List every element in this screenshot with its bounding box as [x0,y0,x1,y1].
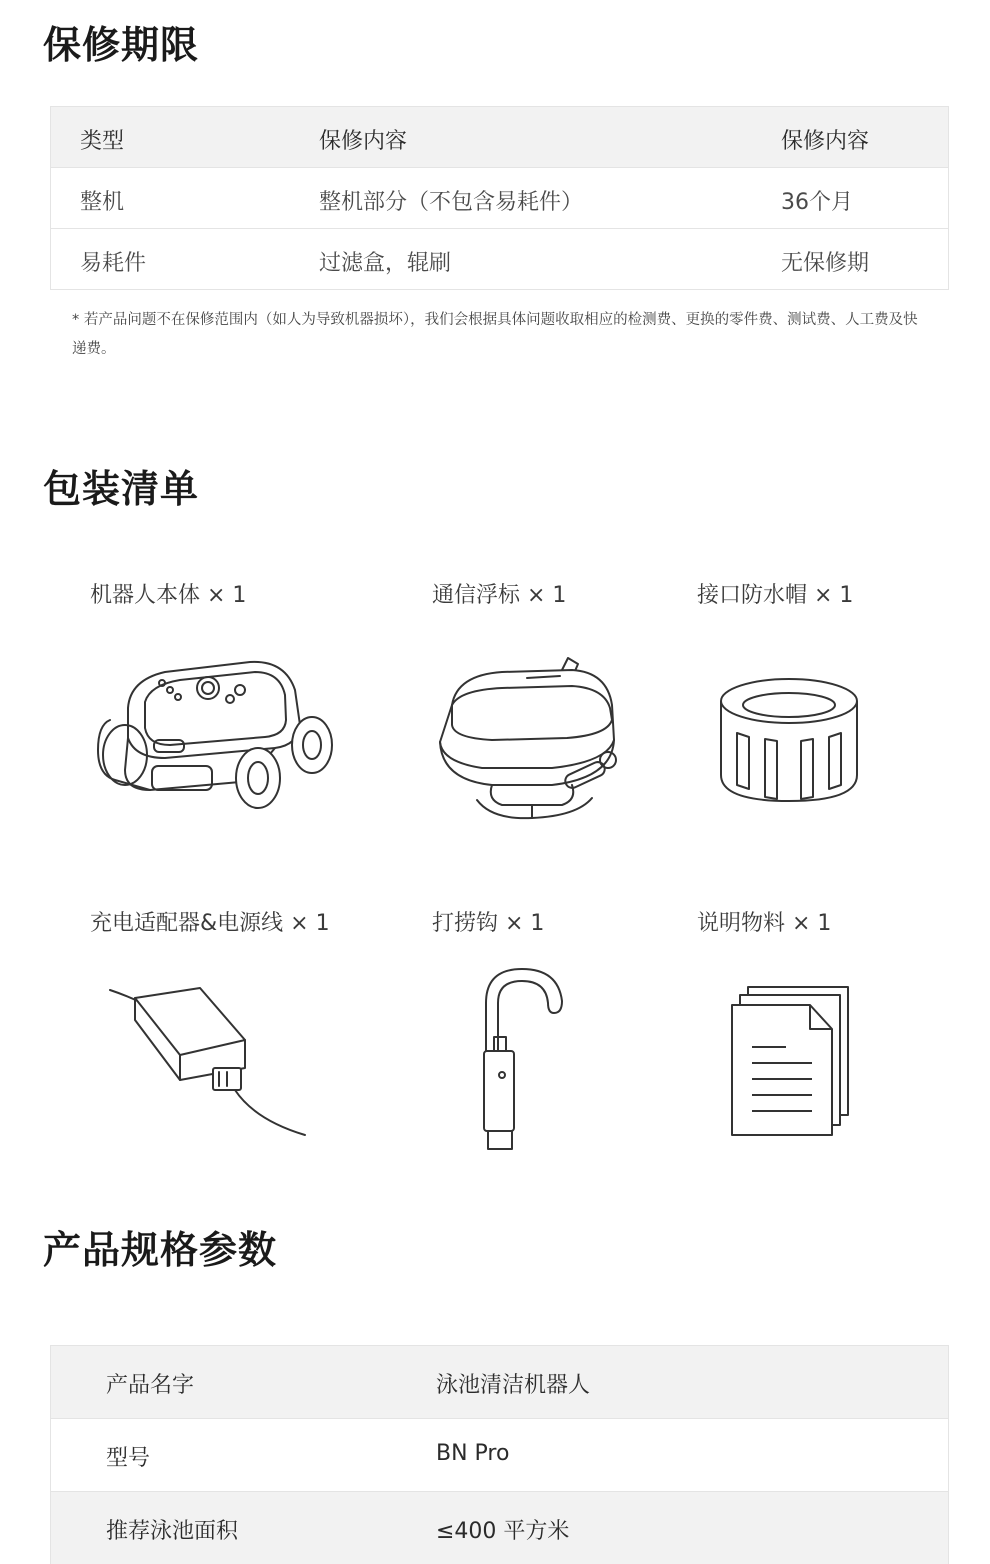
spec-name: 推荐泳池面积 [106,1519,239,1544]
communication-buoy-illustration [432,650,632,825]
table-row [51,1491,948,1564]
item-label-buoy: 通信浮标 × 1 [432,583,567,608]
manual-documents-illustration [728,985,853,1140]
table-row [51,1418,948,1491]
warranty-note: * 若产品问题不在保修范围内（如人为导致机器损坏），我们会根据具体问题收取相应的检测费、更换的零件费、测试费、人工费及快递费。 [72,312,918,357]
table-row [51,228,948,289]
waterproof-cap-illustration [715,675,863,805]
header-type: 类型 [80,129,125,154]
spec-value: ≤400 平方米 [436,1519,570,1544]
item-label-cap: 接口防水帽 × 1 [697,583,854,608]
specs-title: 产品规格参数 [43,1228,278,1272]
cell-content: 整机部分（不包含易耗件） [319,190,584,215]
spec-value: BN Pro [436,1441,510,1466]
package-title: 包装清单 [43,467,200,511]
spec-value: 泳池清洁机器人 [436,1373,591,1398]
cell-type: 整机 [80,190,125,215]
warranty-table-header [51,107,948,167]
spec-name: 产品名字 [106,1373,195,1398]
cell-period: 无保修期 [781,251,870,276]
item-label-charger: 充电适配器&电源线 × 1 [90,911,330,936]
header-period: 保修内容 [781,129,870,154]
header-content: 保修内容 [319,129,408,154]
charger-adapter-illustration [105,980,310,1140]
cell-period: 36个月 [781,190,853,215]
warranty-table [50,106,949,290]
robot-body-illustration [90,650,340,820]
item-label-robot: 机器人本体 × 1 [90,583,247,608]
table-row [51,167,948,228]
warranty-title: 保修期限 [43,23,200,67]
table-row [51,1346,948,1418]
salvage-hook-illustration [478,963,568,1153]
specs-table [50,1345,949,1564]
item-label-manual: 说明物料 × 1 [697,911,832,936]
cell-content: 过滤盒，辊刷 [319,251,452,276]
cell-type: 易耗件 [80,251,147,276]
item-label-hook: 打捞钩 × 1 [432,911,545,936]
spec-name: 型号 [106,1446,151,1471]
